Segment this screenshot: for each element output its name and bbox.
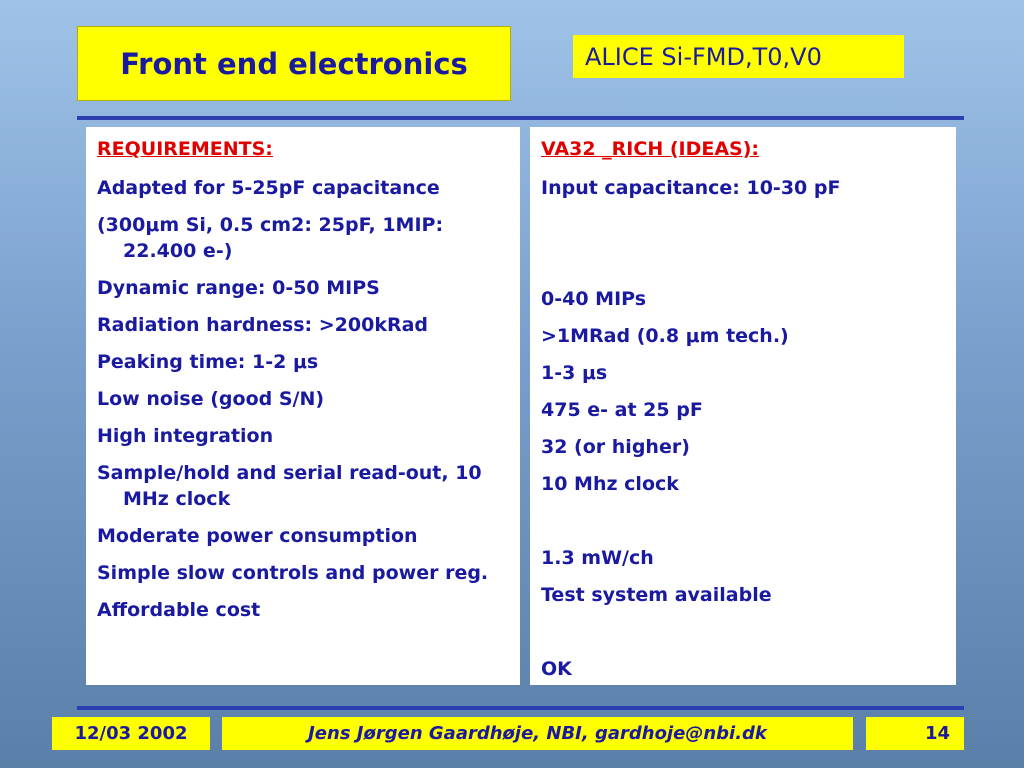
requirements-panel bbox=[86, 127, 520, 685]
list-spacer bbox=[541, 619, 946, 645]
list-item: 32 (or higher) bbox=[541, 436, 690, 458]
list-item: Peaking time: 1-2 μs bbox=[97, 351, 319, 373]
va32-heading: VA32 _RICH (IDEAS): bbox=[541, 138, 760, 160]
footer-author: Jens Jørgen Gaardhøje, NBI, gardhoje@nbi.dk bbox=[222, 717, 853, 750]
list-item: Moderate power consumption bbox=[97, 525, 418, 547]
page-number: 14 bbox=[866, 717, 964, 750]
list-item: 1-3 μs bbox=[541, 362, 608, 384]
list-item: OK bbox=[541, 658, 572, 680]
list-item: High integration bbox=[97, 425, 274, 447]
list-item: (300μm Si, 0.5 cm2: 25pF, 1MIP: 22.400 e-) bbox=[97, 214, 444, 262]
slide-subtitle-box bbox=[573, 35, 904, 78]
slide-title-box bbox=[77, 26, 511, 101]
list-item: Sample/hold and serial read-out, 10 MHz clock bbox=[97, 462, 482, 510]
va32-panel bbox=[530, 127, 956, 685]
requirements-heading: REQUIREMENTS: bbox=[97, 138, 273, 160]
list-spacer bbox=[541, 212, 946, 275]
slide-title: Front end electronics bbox=[120, 46, 468, 81]
list-item: Adapted for 5-25pF capacitance bbox=[97, 177, 440, 199]
list-item: >1MRad (0.8 μm tech.) bbox=[541, 325, 789, 347]
slide-subtitle: ALICE Si-FMD,T0,V0 bbox=[585, 42, 822, 71]
list-item: 0-40 MIPs bbox=[541, 288, 647, 310]
list-spacer bbox=[541, 508, 946, 534]
list-item: Test system available bbox=[541, 584, 772, 606]
va32-list bbox=[541, 175, 946, 682]
list-item: Affordable cost bbox=[97, 599, 261, 621]
bottom-divider bbox=[77, 706, 964, 710]
list-item: Dynamic range: 0-50 MIPS bbox=[97, 277, 380, 299]
list-item: Low noise (good S/N) bbox=[97, 388, 325, 410]
list-item: 475 e- at 25 pF bbox=[541, 399, 703, 421]
list-item: Simple slow controls and power reg. bbox=[97, 562, 489, 584]
top-divider bbox=[77, 116, 964, 120]
footer-date: 12/03 2002 bbox=[52, 717, 210, 750]
list-item: 10 Mhz clock bbox=[541, 473, 679, 495]
list-item: Radiation hardness: >200kRad bbox=[97, 314, 429, 336]
list-item: Input capacitance: 10-30 pF bbox=[541, 177, 841, 199]
requirements-list bbox=[97, 175, 510, 623]
list-item: 1.3 mW/ch bbox=[541, 547, 654, 569]
